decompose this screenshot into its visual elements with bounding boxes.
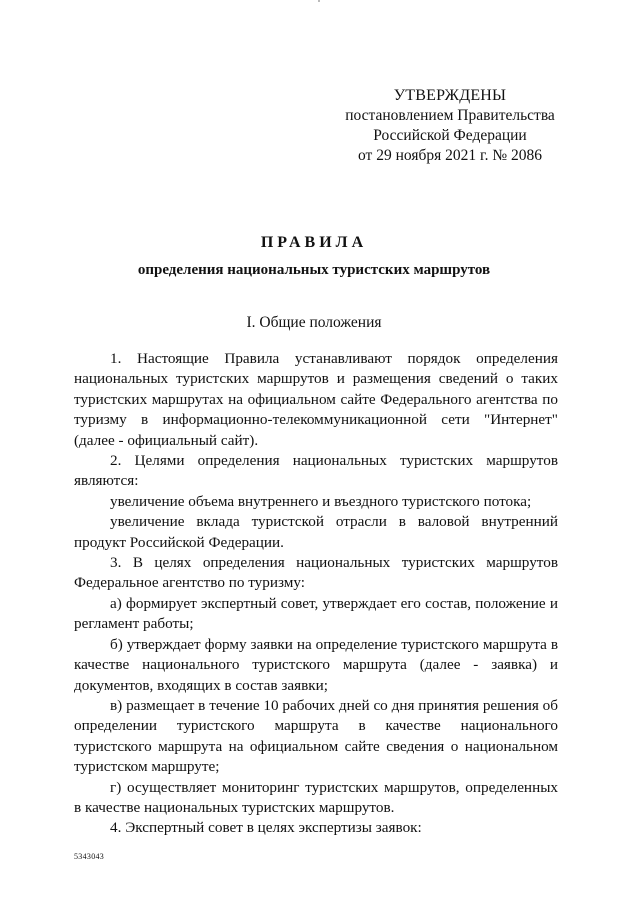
paragraph-10: 4. Экспертный совет в целях экспертизы заявок: [110, 819, 422, 837]
paragraph-9: г) осуществляет мониторинг туристских маршрутов, определенных в качестве национальных туристских маршрутов. [74, 778, 558, 816]
document-body [74, 349, 558, 839]
approval-line-2: Российской Федерации [373, 127, 527, 144]
document-code: 5343043 [74, 852, 105, 861]
paragraph-4: увеличение вклада туристской отрасли в валовой внутренний продукт Российской Федерации. [74, 513, 558, 551]
approval-line-1: постановлением Правительства [345, 107, 555, 124]
document-subtitle: определения национальных туристских маршрутов [137, 262, 491, 278]
paragraph-8: в) размещает в течение 10 рабочих дней со дня принятия решения об определении туристского маршрута в качестве национального туристского маршрута на официальном сайте сведения о национальном туристском маршруте; [74, 696, 558, 776]
paragraph-3: увеличение объема внутреннего и въездного туристского потока; [110, 492, 532, 510]
section-heading: I. Общие положения [246, 314, 382, 331]
paragraph-6: а) формирует экспертный совет, утверждает его состав, положение и регламент работы; [74, 594, 558, 633]
approval-heading: УТВЕРЖДЕНЫ [393, 87, 507, 104]
approval-line-3: от 29 ноября 2021 г. № 2086 [358, 147, 542, 164]
paragraph-7: б) утверждает форму заявки на определение туристского маршрута в качестве национального туристского маршрута (далее - заявка) и документов, входящих в состав заявки; [74, 635, 558, 694]
paragraph-2: 2. Целями определения национальных туристских маршрутов являются: [74, 452, 558, 490]
paragraph-5: 3. В целях определения национальных туристских маршрутов Федеральное агентство по туризму: [74, 554, 558, 592]
document-title: ПРАВИЛА [260, 234, 368, 251]
scan-mark [318, 0, 320, 2]
approval-block [330, 86, 570, 166]
paragraph-1: 1. Настоящие Правила устанавливают порядок определения национальных туристских маршрутов и размещения сведений о таких туристских маршрутах на официальном сайте Федерального агентства по туризму в информационно-телекоммуникационной сети "Интернет" (далее - официальный сайт). [74, 350, 558, 449]
